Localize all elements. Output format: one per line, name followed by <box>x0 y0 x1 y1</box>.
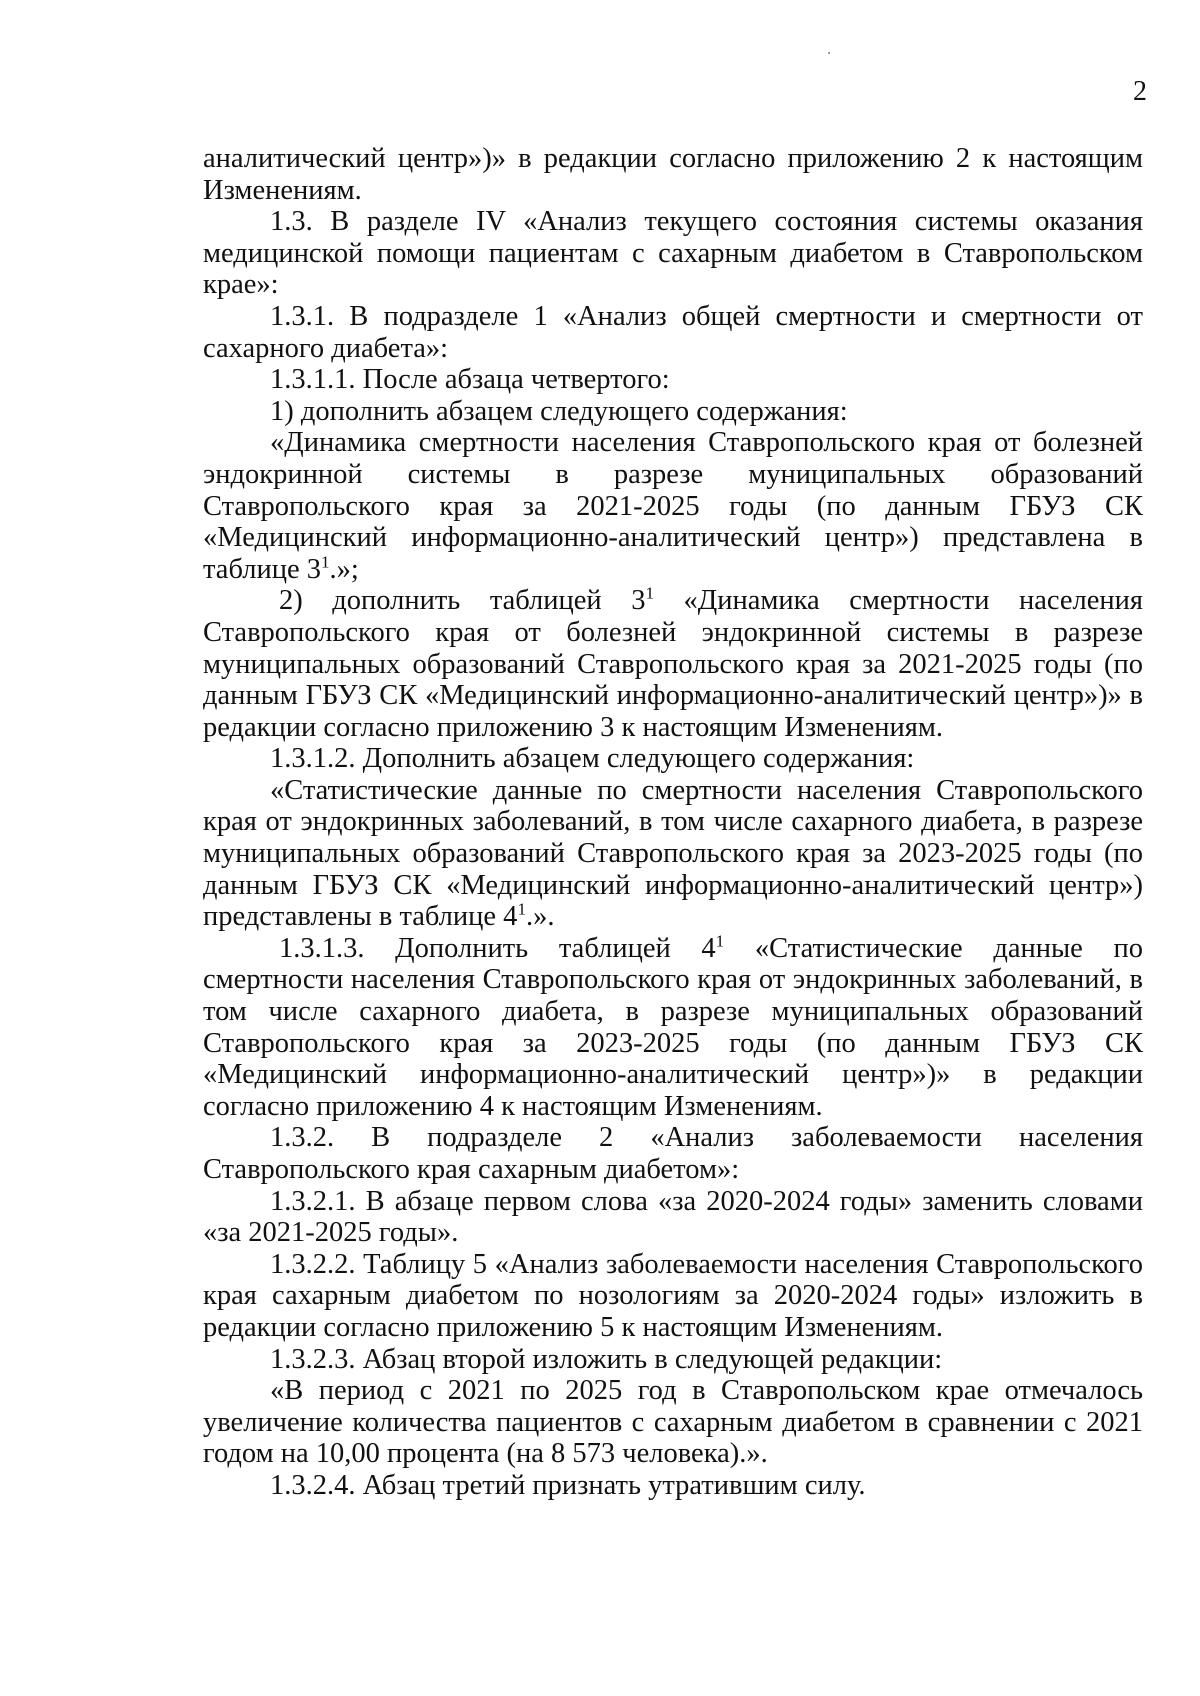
paragraph-quote-period: «В период с 2021 по 2025 год в Ставропольском крае отмечалось увеличение количества пациентов с сахарным диабетом в сравнении с 2021 годом на 10,00 процента (на 8 573 человека).». <box>203 1375 1143 1470</box>
paragraph-continuation: аналитический центр»)» в редакции согласно приложению 2 к настоящим Изменениям. <box>203 143 1143 206</box>
paragraph-1-3-2-3: 1.3.2.3. Абзац второй изложить в следующей редакции: <box>270 1343 943 1375</box>
superscript: 1 <box>321 552 330 572</box>
paragraph-item-1: 1) дополнить абзацем следующего содержания: <box>270 395 848 427</box>
quote-text: «Динамика смертности населения Ставропольского края от болезней эндокринной системы в разрезе муниципальных образований Ставропольского края за 2021-2025 годы (по данным ГБУЗ СК «Медицинский информационно-аналитический центр») представлена в таблице 3 <box>203 427 1143 585</box>
paragraph-quote-table-3-1 <box>203 427 1143 585</box>
paragraph-1-3-1-2: 1.3.1.2. Дополнить абзацем следующего содержания: <box>270 743 915 775</box>
superscript: 1 <box>715 931 725 951</box>
item-text: «Статистические данные по смертности населения Ставропольского края от эндокринных заболеваний, в том числе сахарного диабета, в разрезе муниципальных образований Ставропольского края за 2023-2025 годы (по данным ГБУЗ СК «Медицинский информационно-аналитический центр»)» в редакции согласно приложению 4 к настоящим Изменениям. <box>203 932 1143 1122</box>
superscript: 1 <box>645 583 654 603</box>
paragraph-1-3-1-1: 1.3.1.1. После абзаца четвертого: <box>270 364 670 396</box>
page-number: 2 <box>1133 76 1147 107</box>
paragraph-1-3-2: 1.3.2. В подразделе 2 «Анализ заболеваемости населения Ставропольского края сахарным диабетом»: <box>203 1122 1143 1185</box>
scan-speck <box>828 52 830 54</box>
item-text: «Динамика смертности населения Ставропольского края от болезней эндокринной системы в разрезе муниципальных образований Ставропольского края за 2021-2025 годы (по данным ГБУЗ СК «Медицинский информационно-аналитический центр»)» в редакции согласно приложению 3 к настоящим Изменениям. <box>203 585 1143 743</box>
quote-text: «Статистические данные по смертности населения Ставропольского края от эндокринных заболеваний, в том числе сахарного диабета, в разрезе муниципальных образований Ставропольского края за 2023-2025 годы (по данным ГБУЗ СК «Медицинский информационно-аналитический центр») представлены в таблице 4 <box>203 774 1143 933</box>
paragraph-1-3-1: 1.3.1. В подразделе 1 «Анализ общей смертности и смертности от сахарного диабета»: <box>203 300 1143 364</box>
superscript: 1 <box>517 899 526 919</box>
item-head: 2) дополнить таблицей 3 <box>279 585 646 617</box>
paragraph-1-3-2-2: 1.3.2.2. Таблицу 5 «Анализ заболеваемости населения Ставропольского края сахарным диабетом по нозологиям за 2020-2024 годы» изложить в редакции согласно приложению 5 к настоящим Изменениям. <box>203 1248 1143 1343</box>
item-head: 1.3.1.3. Дополнить таблицей 4 <box>279 932 716 964</box>
paragraph-1-3-2-4: 1.3.2.4. Абзац третий признать утратившим силу. <box>270 1469 866 1501</box>
paragraph-1-3-2-1: 1.3.2.1. В абзаце первом слова «за 2020-2024 годы» заменить словами «за 2021-2025 годы». <box>203 1185 1143 1249</box>
paragraph-1-3: 1.3. В разделе IV «Анализ текущего состояния системы оказания медицинской помощи пациентам с сахарным диабетом в Ставропольском крае»: <box>203 206 1143 301</box>
paragraph-quote-table-4-1 <box>203 775 1143 933</box>
paragraph-1-3-1-3 <box>203 933 1143 1123</box>
document-body <box>203 143 1143 1502</box>
paragraph-item-2 <box>203 585 1143 743</box>
quote-tail: .». <box>525 901 555 933</box>
quote-tail: .»; <box>329 553 359 585</box>
